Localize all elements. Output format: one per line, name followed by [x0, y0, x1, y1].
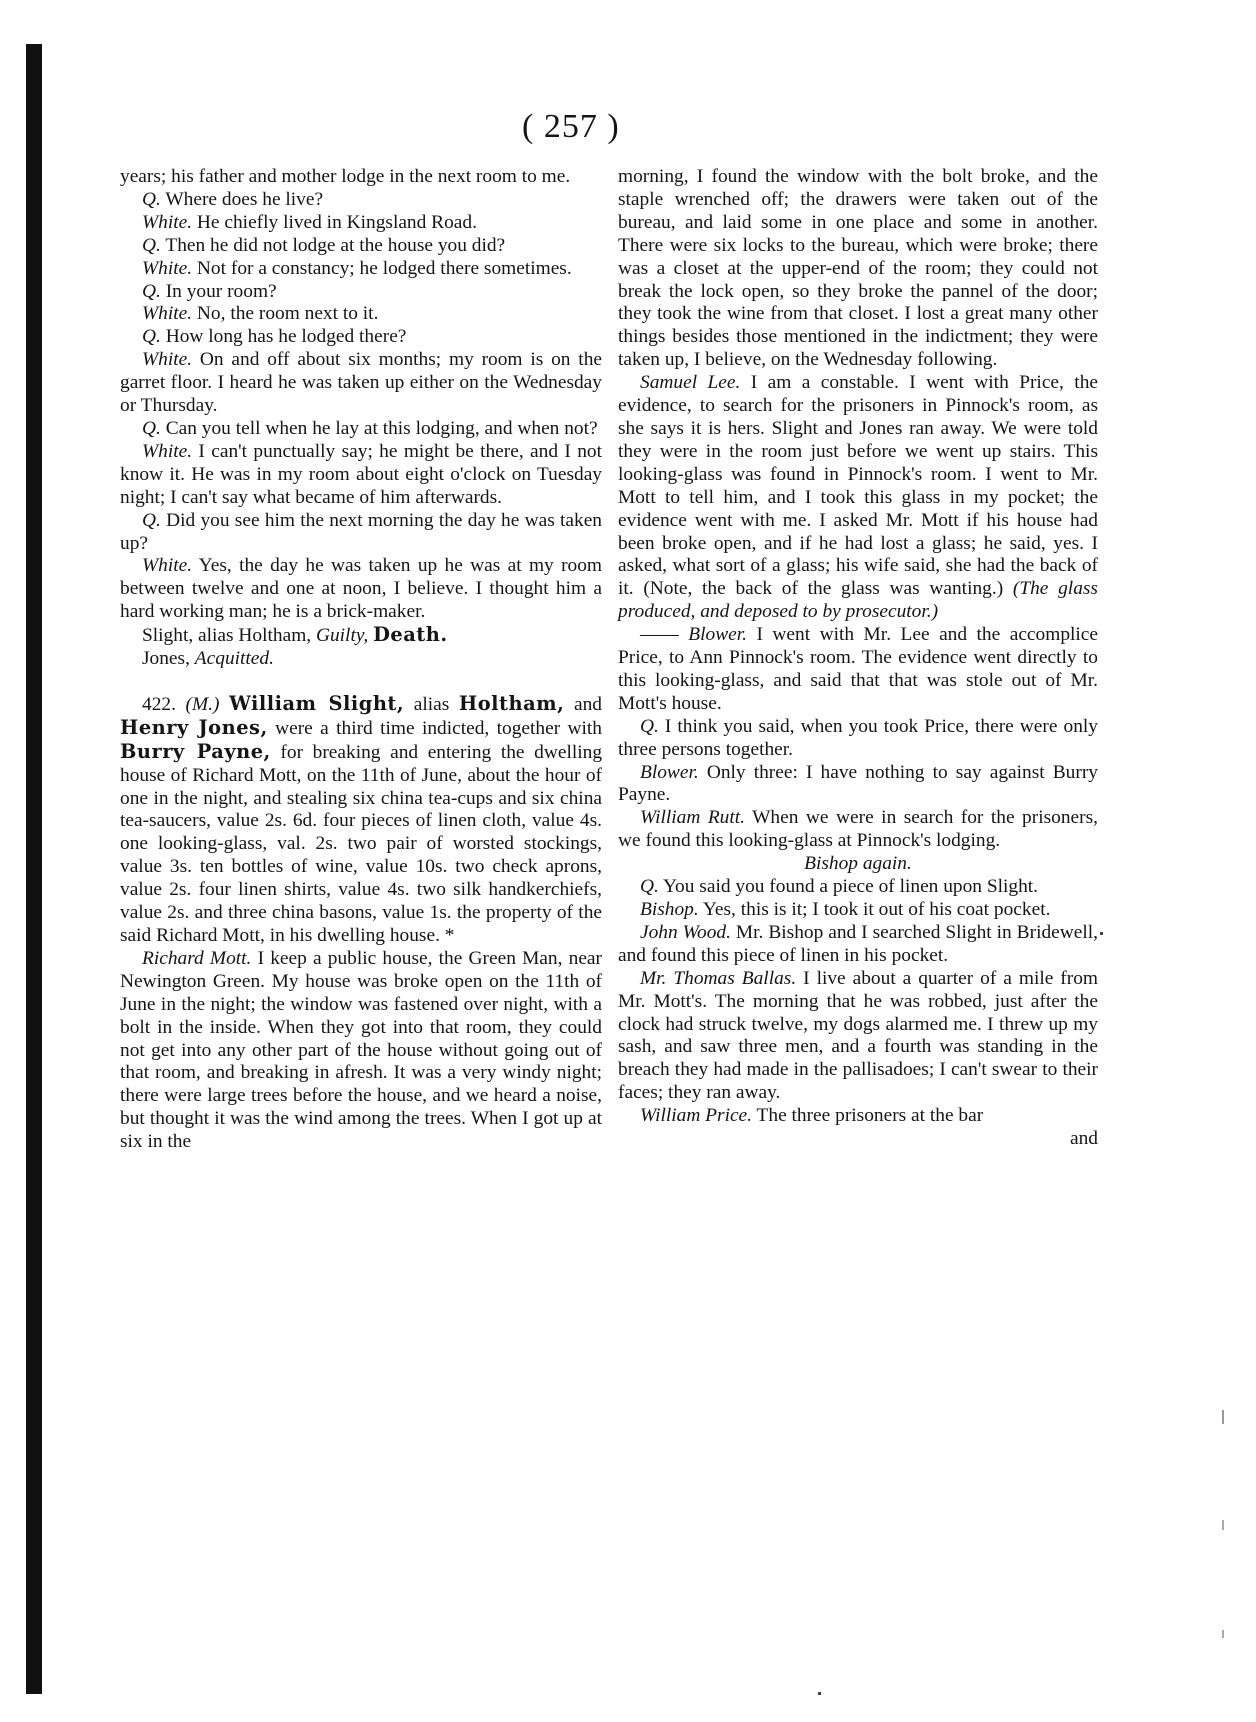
body-text: years; his father and mother lodge in the next room to me.	[120, 166, 571, 187]
body-text: The three prisoners at the bar	[752, 1105, 984, 1127]
body-text: ——	[640, 624, 689, 646]
body-text: Jones,	[142, 648, 195, 670]
body-text: and	[1070, 1128, 1098, 1150]
body-text: morning, I found the window with the bolt broke, and the staple wrenched off; the drawers were taken out of the bureau, and laid some in one place and some in another. There were six locks to the bureau, which were broke; there was a closet at the upper-end of the room; they could not break the lock open, so they broke the pannel of the door; they took the wine from that closet. I lost a great many other things besides those mentioned in the indictment; they were taken up, I believe, on the Wednesday following.	[618, 166, 1098, 371]
body-text: I went with Mr. Lee and the accomplice Price, to Ann Pinnock's room. The evidence went directly to this looking-glass, and said that that was stole out of Mr. Mott's house.	[618, 624, 1099, 714]
italic-text: Blower.	[688, 624, 747, 646]
body-text: 422.	[142, 693, 186, 715]
italic-text: Q.	[142, 234, 161, 256]
body-text: Only three: I have nothing to say against Burry Payne.	[618, 761, 1098, 806]
paragraph	[618, 624, 1098, 716]
paragraph	[120, 189, 602, 212]
body-text: On and off about six months; my room is on the garret floor. I heard he was taken up either on the Wednesday or Thursday.	[120, 349, 602, 417]
right-column	[618, 166, 1098, 1151]
blackletter-text: Burry Payne,	[120, 739, 271, 763]
paragraph	[618, 807, 1098, 853]
body-text	[219, 694, 229, 715]
paragraph	[618, 166, 1098, 372]
italic-text: Q.	[142, 280, 161, 302]
italic-text: Richard Mott.	[142, 947, 252, 969]
body-text: Then he did not lodge at the house you did?	[160, 234, 506, 256]
paragraph	[120, 510, 602, 556]
italic-text: White.	[142, 303, 193, 325]
paragraph	[120, 555, 602, 624]
italic-text: William Price.	[640, 1105, 753, 1127]
body-text: I think you said, when you took Price, there were only three persons together.	[618, 715, 1098, 760]
paragraph	[618, 762, 1098, 808]
blackletter-text: William Slight,	[229, 691, 405, 715]
paragraph	[618, 968, 1098, 1105]
paragraph	[120, 648, 602, 671]
italic-text: Q.	[142, 326, 161, 348]
body-text: Slight, alias Holtham,	[142, 625, 316, 647]
page-binding-edge	[26, 44, 42, 1694]
body-text: I can't punctually say; he might be there, and I not know it. He was in my room about eight o'clock on Tuesday night; I can't say what became of him afterwards.	[120, 440, 602, 508]
blackletter-text: Henry Jones,	[120, 715, 268, 739]
italic-text: White.	[142, 257, 193, 279]
body-text: were a third time indicted, together with	[267, 717, 602, 739]
paragraph	[120, 258, 602, 281]
body-text: alias	[404, 693, 459, 715]
paragraph	[618, 922, 1098, 968]
paragraph	[120, 166, 602, 189]
italic-text: White.	[142, 555, 193, 577]
paragraph	[120, 693, 602, 948]
body-text: I keep a public house, the Green Man, near Newington Green. My house was broke open on the 11th of June in the night; the window was fastened over night, with a bolt in the inside. When they got into that room, they could not get into any other part of the house without going out of that room, and breaking in afresh. It was a very windy night; there were large trees before the house, and we heard a noise, but thought it was the wind among the trees. When I got up at six in the	[120, 947, 602, 1153]
paragraph	[120, 948, 602, 1154]
paragraph	[120, 281, 602, 304]
blackletter-text: Death.	[373, 623, 448, 647]
italic-text: Bishop.	[640, 899, 699, 920]
body-text: Yes, this is it; I took it out of his coat pocket.	[698, 899, 1051, 920]
body-text: How long has he lodged there?	[160, 326, 407, 348]
paragraph	[618, 876, 1098, 899]
paragraph	[120, 212, 602, 235]
page-number: ( 257 )	[522, 108, 620, 145]
italic-text: Q.	[142, 509, 161, 531]
body-text: I am a constable. I went with Price, the evidence, to search for the prisoners in Pinnock's room, as she says it is hers. Slight and Jones ran away. We were told they were in the room just before we went up stairs. This looking-glass was found in Pinnock's room. I went to Mr. Mott to tell him, and I took this glass in my pocket; the evidence went with me. I asked Mr. Mott if his house had been broke open, and if he had lost a glass; he said, yes. I asked, what sort of a glass; his wife said, she had the back of it. (Note, the back of the glass was wanting.)	[618, 372, 1098, 600]
italic-text: Q.	[640, 715, 659, 737]
body-text: and	[564, 693, 602, 715]
body-text: He chiefly lived in Kingsland Road.	[192, 211, 477, 233]
body-text: Where does he live?	[160, 188, 324, 210]
paragraph	[120, 326, 602, 349]
body-text: Yes, the day he was taken up he was at my room between twelve and one at noon, I believe. I thought him a hard working man; he is a brick-maker.	[120, 555, 602, 623]
body-text: No, the room next to it.	[192, 303, 379, 325]
left-column	[120, 166, 602, 1154]
body-text: Not for a constancy; he lodged there sometimes.	[192, 257, 572, 279]
paragraph	[120, 418, 602, 441]
italic-text: William Rutt.	[640, 807, 745, 829]
paragraph	[618, 853, 1098, 876]
italic-text: White.	[142, 440, 193, 462]
italic-text: (The glass produced, and deposed to by prosecutor.)	[618, 578, 1098, 623]
italic-text: White.	[142, 349, 193, 371]
body-text: Bishop again.	[804, 853, 912, 875]
body-text: I live about a quarter of a mile from Mr. Mott's. The morning that he was robbed, just after the clock had struck twelve, my dogs alarmed me. I threw up my sash, and saw three men, and a fourth was standing in the breach they had made in the pallisadoes; I can't swear to their faces; they ran away.	[618, 967, 1098, 1104]
italic-text: Guilty,	[315, 625, 369, 647]
paragraph	[618, 372, 1098, 624]
italic-text: (M.)	[185, 693, 220, 715]
paragraph	[120, 624, 602, 648]
body-text: Did you see him the next morning the day he was taken up?	[120, 509, 602, 554]
italic-text: White.	[142, 211, 193, 233]
body-text: In your room?	[160, 280, 277, 302]
paragraph	[120, 303, 602, 326]
paragraph	[120, 235, 602, 258]
italic-text: John Wood.	[640, 921, 731, 943]
italic-text: Mr. Thomas Ballas.	[640, 967, 797, 989]
body-text: When we were in search for the prisoners, we found this looking-glass at Pinnock's lodging.	[618, 807, 1098, 852]
paragraph	[618, 1128, 1098, 1151]
italic-text: Q.	[142, 417, 161, 439]
body-text: for breaking and entering the dwelling house of Richard Mott, on the 11th of June, about the hour of one in the night, and stealing six china tea-cups and six china tea-saucers, value 2s. 6d. four pieces of linen cloth, value 4s. one looking-glass, val. 2s. two pair of worsted stockings, value 3s. ten bottles of wine, value 10s. two check aprons, value 2s. four linen shirts, value 4s. two silk handkerchiefs, value 2s. and three china basons, value 1s. the property of the said Richard Mott, in his dwelling house. *	[120, 741, 603, 946]
paragraph	[618, 716, 1098, 762]
body-text: Can you tell when he lay at this lodging, and when not?	[160, 417, 598, 439]
blackletter-text: Holtham,	[458, 691, 565, 715]
paragraph	[618, 899, 1098, 922]
italic-text: Q.	[142, 188, 161, 210]
italic-text: Q.	[640, 876, 659, 898]
body-text: You said you found a piece of linen upon Slight.	[658, 876, 1039, 898]
paragraph	[618, 1105, 1098, 1128]
italic-text: Blower.	[640, 761, 699, 783]
italic-text: Acquitted.	[194, 648, 274, 670]
paragraph	[120, 441, 602, 510]
paragraph	[120, 349, 602, 418]
body-text: Mr. Bishop and I searched Slight in Bridewell, and found this piece of linen in his pocket.	[618, 921, 1098, 966]
italic-text: Samuel Lee.	[640, 372, 741, 394]
